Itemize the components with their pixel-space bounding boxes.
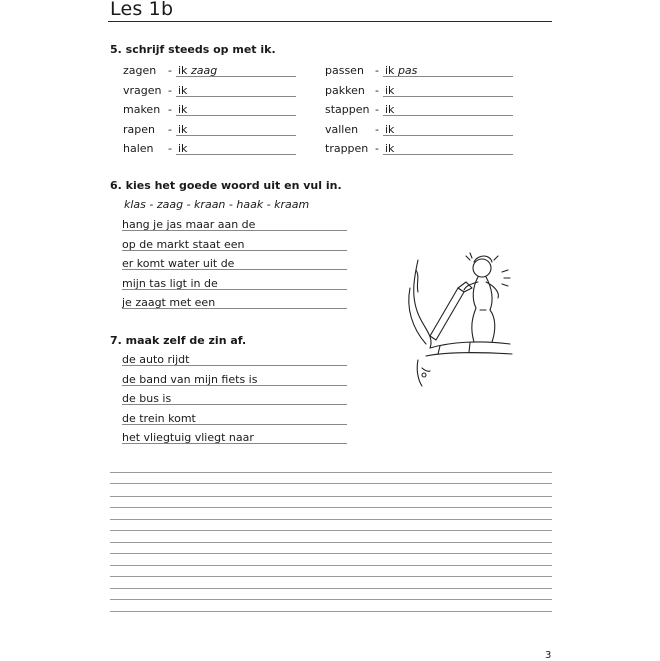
conjugation-row (123, 64, 298, 80)
sentence-row[interactable] (122, 296, 347, 312)
answer-line[interactable] (383, 115, 513, 116)
conjugation-row (123, 123, 298, 139)
conjugation-row (123, 103, 298, 119)
answer-line[interactable] (383, 135, 513, 136)
answer-text (178, 123, 187, 136)
dash: - (375, 142, 379, 155)
sentence-text: mijn tas ligt in de (122, 276, 218, 290)
answer-prefix: ik (178, 122, 188, 136)
conjugation-row (325, 103, 515, 119)
answer-line[interactable] (176, 96, 296, 97)
writing-line[interactable] (110, 507, 552, 508)
writing-line[interactable] (110, 483, 552, 484)
verb: halen (123, 142, 154, 155)
answer-text (178, 103, 187, 116)
writing-line[interactable] (110, 565, 552, 566)
answer-prefix: ik (385, 122, 395, 136)
writing-line[interactable] (110, 588, 552, 589)
answer-prefix: ik (178, 142, 188, 155)
writing-line[interactable] (110, 472, 552, 473)
dash: - (375, 122, 379, 136)
answer-line[interactable] (176, 154, 296, 155)
answer-example: zaag (190, 64, 218, 77)
answer-line[interactable] (176, 135, 296, 136)
writing-line[interactable] (110, 519, 552, 520)
sentence-row[interactable] (122, 412, 347, 428)
verb: rapen (123, 122, 155, 136)
verb: zagen (123, 64, 157, 77)
sentence-row[interactable] (122, 353, 347, 369)
dash: - (375, 64, 379, 77)
writing-line[interactable] (110, 496, 552, 497)
answer-text (178, 64, 217, 77)
writing-line[interactable] (110, 542, 552, 543)
sentence-text: de bus is (122, 392, 172, 405)
sentence-text: je zaagt met een (122, 296, 216, 309)
answer-prefix: ik (385, 64, 395, 77)
sentence-row[interactable] (122, 392, 347, 408)
sentence-text: op de markt staat een (122, 237, 245, 251)
sentence-row[interactable] (122, 373, 347, 389)
verb: trappen (325, 142, 369, 155)
conjugation-row (325, 64, 515, 80)
answer-line[interactable] (176, 115, 296, 116)
writing-line[interactable] (110, 553, 552, 554)
sentence-text: de auto rijdt (122, 353, 190, 366)
verb: vragen (123, 83, 162, 97)
sawing-boy-illustration (400, 248, 520, 393)
sentence-text: de band van mijn fiets is (122, 372, 258, 386)
sentence-row[interactable] (122, 238, 347, 254)
conjugation-row (325, 123, 515, 139)
sentence-text: er komt water uit de (122, 257, 235, 270)
dash: - (168, 83, 172, 97)
answer-text (385, 142, 394, 155)
answer-prefix: ik (385, 103, 395, 116)
conjugation-row (123, 142, 298, 158)
writing-line[interactable] (110, 576, 552, 577)
conjugation-row (325, 84, 515, 100)
title-rule (108, 21, 552, 22)
dash: - (168, 142, 172, 155)
answer-text (385, 123, 394, 136)
verb: passen (325, 64, 364, 77)
dash: - (375, 103, 379, 116)
answer-prefix: ik (385, 142, 395, 155)
verb: maken (123, 103, 161, 116)
writing-line[interactable] (110, 611, 552, 612)
answer-prefix: ik (178, 103, 188, 116)
page-number: 3 (545, 650, 552, 661)
dash: - (168, 103, 172, 116)
writing-line[interactable] (110, 599, 552, 600)
answer-text (385, 84, 394, 97)
verb: vallen (325, 122, 359, 136)
conjugation-row (325, 142, 515, 158)
answer-line[interactable] (383, 96, 513, 97)
answer-prefix: ik (385, 83, 395, 97)
exercise-6-heading: 6. kies het goede woord uit en vul in. (110, 179, 342, 192)
page-title: Les 1b (110, 0, 174, 20)
verb: stappen (325, 103, 370, 116)
exercise-7-heading: 7. maak zelf de zin af. (110, 334, 247, 347)
exercise-5-heading: 5. schrijf steeds op met ik. (110, 43, 276, 56)
dash: - (375, 83, 379, 97)
answer-prefix: ik (178, 64, 188, 77)
answer-example: pas (397, 64, 418, 77)
sentence-row[interactable] (122, 277, 347, 293)
sentence-text: hang je jas maar aan de (122, 218, 256, 231)
sentence-row[interactable] (122, 257, 347, 273)
answer-text (385, 103, 394, 116)
sentence-text: het vliegtuig vliegt naar (122, 431, 254, 444)
word-options: klas - zaag - kraan - haak - kraam (124, 198, 310, 211)
answer-line[interactable] (383, 154, 513, 155)
answer-text (178, 142, 187, 155)
sentence-row[interactable] (122, 218, 347, 234)
writing-line[interactable] (110, 530, 552, 531)
dash: - (168, 64, 172, 77)
conjugation-row (123, 84, 298, 100)
answer-text (385, 64, 417, 77)
verb: pakken (325, 83, 365, 97)
answer-prefix: ik (178, 83, 188, 97)
answer-text (178, 84, 187, 97)
dash: - (168, 122, 172, 136)
sentence-text: de trein komt (122, 411, 196, 425)
sentence-row[interactable] (122, 431, 347, 447)
